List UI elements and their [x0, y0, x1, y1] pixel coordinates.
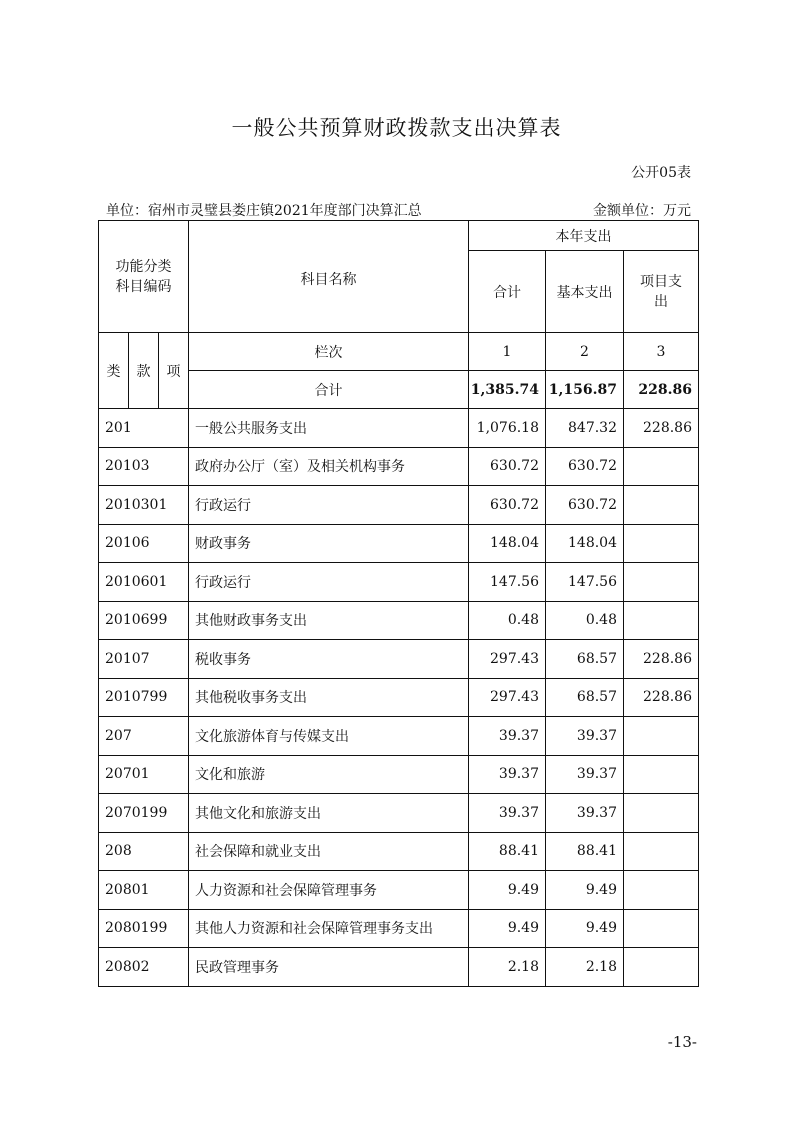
row-total: 297.43	[469, 678, 546, 717]
row-basic: 630.72	[546, 447, 624, 486]
row-basic: 148.04	[546, 524, 624, 563]
table-row	[99, 447, 699, 486]
row-basic: 9.49	[546, 909, 624, 948]
col-basic-header: 基本支出	[546, 251, 624, 333]
row-project	[624, 447, 699, 486]
row-code: 2010301	[99, 486, 189, 525]
table-row	[99, 948, 699, 987]
row-code: 2070199	[99, 794, 189, 833]
row-subject-name: 税收事务	[189, 640, 469, 679]
row-total: 1,076.18	[469, 409, 546, 448]
row-basic: 2.18	[546, 948, 624, 987]
lanci-label: 栏次	[189, 333, 469, 371]
row-project	[624, 755, 699, 794]
row-code: 20107	[99, 640, 189, 679]
row-code: 2080199	[99, 909, 189, 948]
row-basic: 39.37	[546, 755, 624, 794]
row-code: 20106	[99, 524, 189, 563]
row-code: 201	[99, 409, 189, 448]
row-code: 2010601	[99, 563, 189, 602]
row-subject-name: 其他文化和旅游支出	[189, 794, 469, 833]
page-title: 一般公共预算财政拨款支出决算表	[231, 116, 562, 140]
row-code: 207	[99, 717, 189, 756]
table-row	[99, 909, 699, 948]
table-row	[99, 486, 699, 525]
table-row	[99, 871, 699, 910]
row-project	[624, 948, 699, 987]
row-total: 630.72	[469, 486, 546, 525]
row-subject-name: 一般公共服务支出	[189, 409, 469, 448]
row-basic: 0.48	[546, 601, 624, 640]
row-basic: 39.37	[546, 794, 624, 833]
row-subject-name: 人力资源和社会保障管理事务	[189, 871, 469, 910]
table-row	[99, 409, 699, 448]
row-code: 20701	[99, 755, 189, 794]
row-project	[624, 909, 699, 948]
lei-header: 类	[99, 333, 129, 409]
expenditure-table	[98, 220, 699, 987]
column-index-1: 1	[469, 333, 546, 371]
table-row	[99, 717, 699, 756]
row-project	[624, 486, 699, 525]
row-total: 2.18	[469, 948, 546, 987]
row-project: 228.86	[624, 678, 699, 717]
unit-label: 单位：宿州市灵璧县娄庄镇2021年度部门决算汇总	[106, 203, 422, 219]
row-project	[624, 832, 699, 871]
row-project	[624, 794, 699, 833]
row-basic: 68.57	[546, 678, 624, 717]
row-total: 39.37	[469, 717, 546, 756]
table-row	[99, 794, 699, 833]
row-total: 0.48	[469, 601, 546, 640]
row-code: 208	[99, 832, 189, 871]
row-project	[624, 871, 699, 910]
subject-name-header: 科目名称	[189, 221, 469, 333]
col-total-header: 合计	[469, 251, 546, 333]
total-row-label: 合计	[189, 371, 469, 409]
row-subject-name: 行政运行	[189, 486, 469, 525]
row-total: 147.56	[469, 563, 546, 602]
row-subject-name: 其他人力资源和社会保障管理事务支出	[189, 909, 469, 948]
row-project	[624, 601, 699, 640]
row-subject-name: 民政管理事务	[189, 948, 469, 987]
row-code: 2010799	[99, 678, 189, 717]
total-row-total: 1,385.74	[469, 371, 546, 409]
kuan-header: 款	[129, 333, 159, 409]
row-project	[624, 717, 699, 756]
func-code-header: 功能分类 科目编码	[99, 221, 189, 333]
row-subject-name: 行政运行	[189, 563, 469, 602]
row-subject-name: 文化旅游体育与传媒支出	[189, 717, 469, 756]
row-code: 2010699	[99, 601, 189, 640]
row-basic: 39.37	[546, 717, 624, 756]
row-total: 148.04	[469, 524, 546, 563]
row-subject-name: 政府办公厅（室）及相关机构事务	[189, 447, 469, 486]
col-project-header: 项目支 出	[624, 251, 699, 333]
row-total: 297.43	[469, 640, 546, 679]
table-row	[99, 640, 699, 679]
total-row-project: 228.86	[624, 371, 699, 409]
row-subject-name: 其他财政事务支出	[189, 601, 469, 640]
row-subject-name: 社会保障和就业支出	[189, 832, 469, 871]
row-total: 630.72	[469, 447, 546, 486]
column-index-2: 2	[546, 333, 624, 371]
row-subject-name: 财政事务	[189, 524, 469, 563]
row-project: 228.86	[624, 409, 699, 448]
table-row	[99, 524, 699, 563]
row-basic: 630.72	[546, 486, 624, 525]
row-project	[624, 563, 699, 602]
current-year-header: 本年支出	[469, 221, 699, 251]
row-basic: 68.57	[546, 640, 624, 679]
row-total: 9.49	[469, 871, 546, 910]
row-total: 9.49	[469, 909, 546, 948]
row-basic: 847.32	[546, 409, 624, 448]
column-index-3: 3	[624, 333, 699, 371]
table-row	[99, 832, 699, 871]
row-total: 39.37	[469, 755, 546, 794]
row-code: 20802	[99, 948, 189, 987]
row-subject-name: 其他税收事务支出	[189, 678, 469, 717]
table-row	[99, 678, 699, 717]
row-basic: 88.41	[546, 832, 624, 871]
table-row	[99, 601, 699, 640]
table-row	[99, 563, 699, 602]
row-subject-name: 文化和旅游	[189, 755, 469, 794]
row-project	[624, 524, 699, 563]
row-code: 20801	[99, 871, 189, 910]
total-row-basic: 1,156.87	[546, 371, 624, 409]
table-row	[99, 755, 699, 794]
xiang-header: 项	[159, 333, 189, 409]
row-project: 228.86	[624, 640, 699, 679]
money-unit-label: 金额单位：万元	[593, 203, 691, 219]
form-number: 公开05表	[631, 165, 691, 181]
row-basic: 9.49	[546, 871, 624, 910]
row-code: 20103	[99, 447, 189, 486]
row-basic: 147.56	[546, 563, 624, 602]
row-total: 88.41	[469, 832, 546, 871]
row-total: 39.37	[469, 794, 546, 833]
page-number: -13-	[667, 1033, 697, 1051]
